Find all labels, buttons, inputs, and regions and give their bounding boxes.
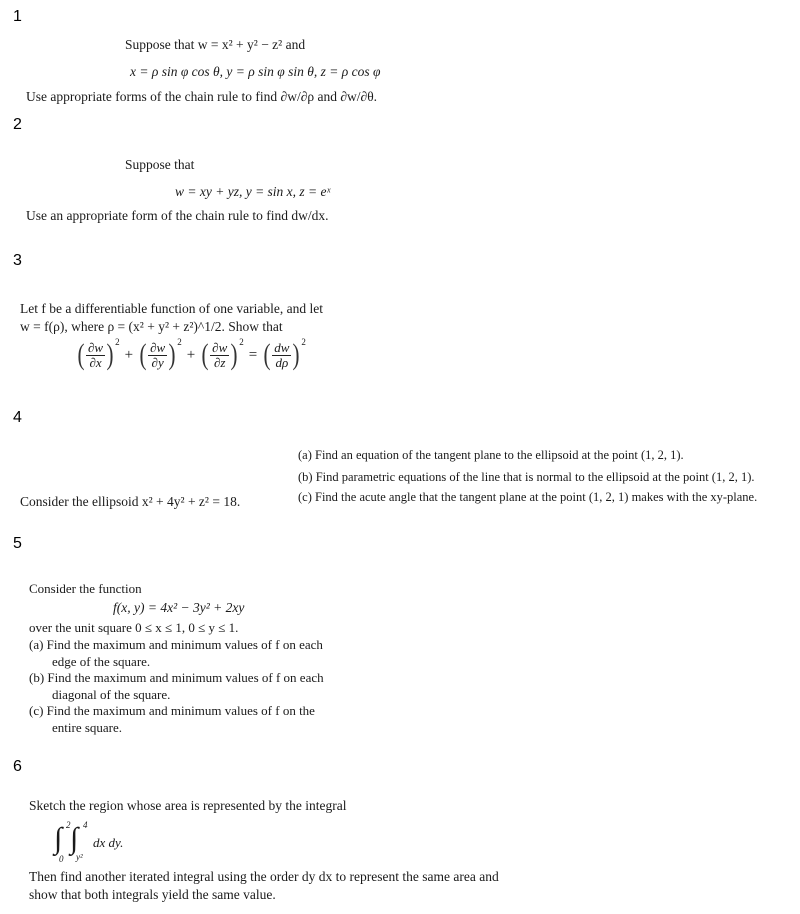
problem-3-line-2: w = f(ρ), where ρ = (x² + y² + z²)^1/2. Show that: [20, 319, 283, 334]
problem-1-line-1: Suppose that w = x² + y² − z² and: [125, 37, 306, 52]
partial-y-term: ( $\frac{\partial w}{\partial y}$ ) $^2$: [139, 337, 182, 371]
problem-6-line-3: show that both integrals yield the same value.: [29, 887, 276, 902]
outer-lower-limit: 0: [59, 854, 64, 864]
problem-number-3: 3: [13, 252, 22, 269]
problem-2-line-1: Suppose that: [125, 157, 195, 172]
problem-5-domain: over the unit square 0 ≤ x ≤ 1, 0 ≤ y ≤ 1.: [29, 620, 239, 635]
problem-number-4: 4: [13, 409, 22, 426]
problem-4-part-b: (b) Find parametric equations of the line that is normal to the ellipsoid at the point (1, 2, 1).: [298, 470, 755, 484]
inner-lower-limit: y²: [76, 852, 83, 862]
problem-5-part-a-cont: edge of the square.: [52, 654, 151, 669]
problem-6-line-1: Sketch the region whose area is represented by the integral: [29, 798, 347, 813]
partial-x-term: ( $\frac{\partial w}{\partial x}$ ) $^2$: [77, 337, 120, 371]
problem-2-line-3: Use an appropriate form of the chain rule to find dw/dx.: [26, 208, 329, 223]
problem-3-line-1: Let f be a differentiable function of one variable, and let: [20, 301, 323, 316]
problem-1-line-3: Use appropriate forms of the chain rule to find ∂w/∂ρ and ∂w/∂θ.: [26, 89, 378, 104]
integrand-differentials: dx dy.: [93, 835, 124, 850]
problem-5-part-c: (c) Find the maximum and minimum values of f on the: [29, 703, 315, 718]
inner-upper-limit: 4: [83, 820, 88, 830]
problem-5-part-c-cont: entire square.: [52, 720, 123, 735]
problem-number-6: 6: [13, 758, 22, 775]
problem-1-line-2: x = ρ sin φ cos θ, y = ρ sin φ sin θ, z = ρ cos φ: [130, 64, 381, 79]
double-integral: ∫ ∫ 2 0 4 y² dx dy.: [54, 820, 124, 864]
problem-2-line-2: w = xy + yz, y = sin x, z = eˣ: [175, 184, 331, 199]
problem-4-statement: Consider the ellipsoid x² + 4y² + z² = 18.: [20, 494, 241, 509]
partial-z-term: ( $\frac{\partial w}{\partial z}$ ) $^2$: [201, 337, 244, 371]
derivative-rho-term: ( $\frac{dw}{d\rho}$ ) $^2$: [263, 337, 306, 371]
problem-6-line-2: Then find another iterated integral using the order dy dx to represent the same area and: [29, 869, 499, 884]
problem-5-part-b: (b) Find the maximum and minimum values of f on each: [29, 670, 324, 685]
outer-upper-limit: 2: [66, 820, 71, 830]
problem-3-equation: ( $\frac{\partial w}{\partial x}$ ) $^2$ + ( $\frac{\partial w}{\partial y}$ ) $^2$ + ( $\frac{\partial w}{\partial z}$ ) $^2$ = ( $\frac{dw}{d\rho}$ ) $^2$: [77, 337, 306, 371]
problem-4-part-a: (a) Find an equation of the tangent plane to the ellipsoid at the point (1, 2, 1).: [298, 448, 684, 462]
problem-5-line-1: Consider the function: [29, 581, 142, 596]
problem-5-part-a: (a) Find the maximum and minimum values of f on each: [29, 637, 323, 652]
problem-number-5: 5: [13, 535, 22, 552]
problem-number-1: 1: [13, 8, 22, 25]
problem-5-function: f(x, y) = 4x² − 3y² + 2xy: [113, 600, 245, 615]
problem-number-2: 2: [13, 116, 22, 133]
problem-4-part-c: (c) Find the acute angle that the tangent plane at the point (1, 2, 1) makes with the xy-plane.: [298, 490, 758, 504]
problem-5-part-b-cont: diagonal of the square.: [52, 687, 171, 702]
